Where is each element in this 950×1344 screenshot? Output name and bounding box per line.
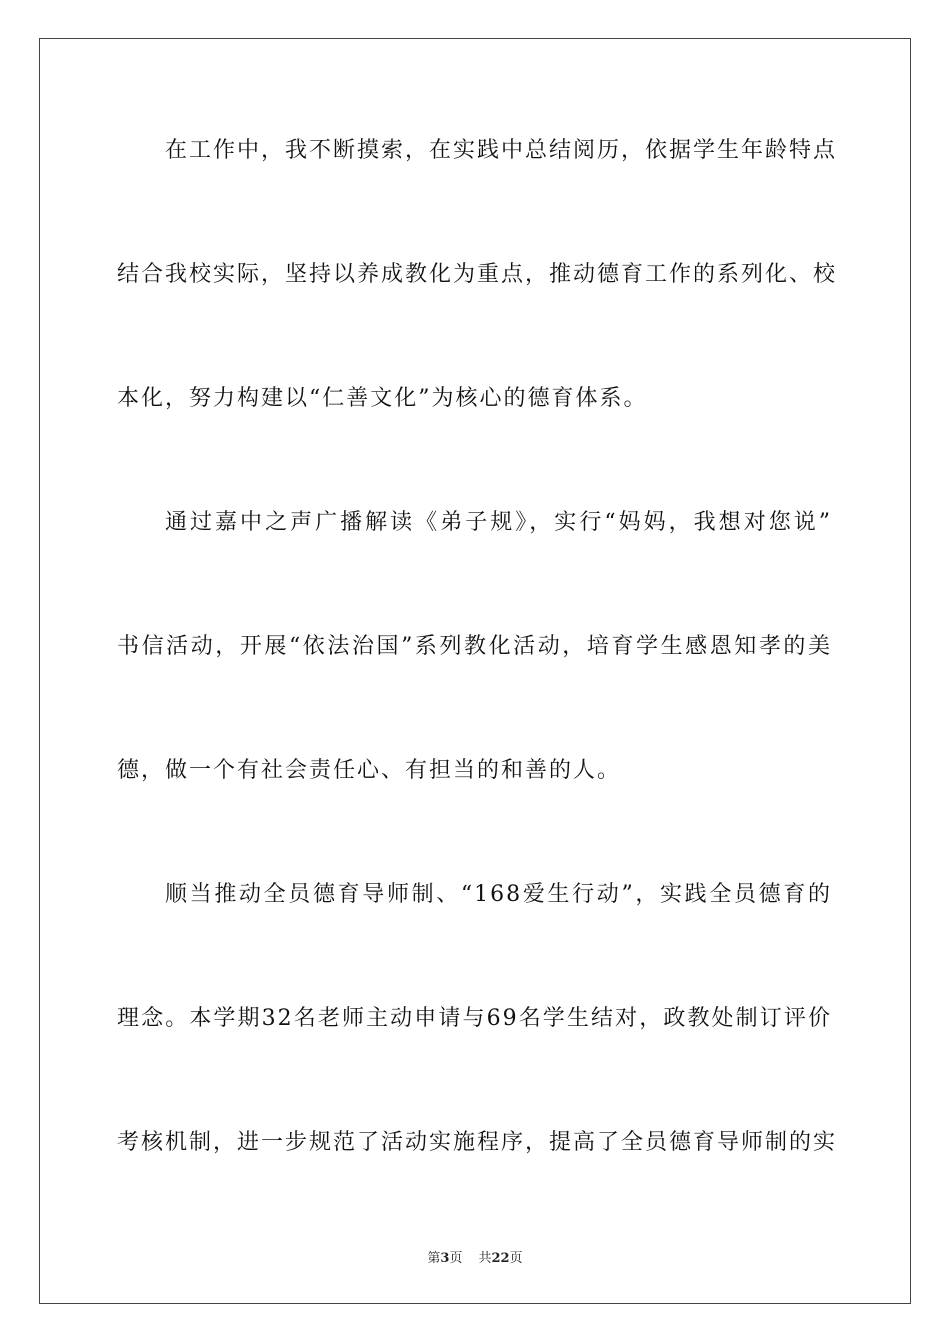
footer-page-suffix: 页	[449, 1251, 463, 1266]
paragraph-line: 结合我校实际，坚持以养成教化为重点，推动德育工作的系列化、校	[117, 262, 838, 287]
page-border	[39, 38, 911, 1304]
footer-total-pages: 22	[491, 1251, 510, 1266]
footer-total-prefix: 共	[478, 1251, 492, 1266]
paragraph-line: 理念。本学期32名老师主动申请与69名学生结对，政教处制订评价	[117, 1006, 832, 1031]
paragraph-line: 顺当推动全员德育导师制、“168爱生行动”，实践全员德育的	[165, 882, 832, 907]
paragraph-line: 在工作中，我不断摸索，在实践中总结阅历，依据学生年龄特点	[165, 138, 838, 163]
page-footer	[0, 1247, 950, 1266]
paragraph-line: 德，做一个有社会责任心、有担当的和善的人。	[117, 758, 622, 783]
paragraph-line: 通过嘉中之声广播解读《弟子规》，实行“妈妈，我想对您说”	[165, 510, 832, 535]
footer-page-prefix: 第	[427, 1251, 441, 1266]
paragraph-line: 考核机制，进一步规范了活动实施程序，提高了全员德育导师制的实	[117, 1130, 838, 1155]
paragraph-line: 书信活动，开展“依法治国”系列教化活动，培育学生感恩知孝的美	[117, 634, 832, 659]
footer-page-number: 3	[440, 1251, 450, 1266]
paragraph-line: 本化，努力构建以“仁善文化”为核心的德育体系。	[117, 386, 648, 411]
footer-total-suffix: 页	[509, 1251, 523, 1266]
